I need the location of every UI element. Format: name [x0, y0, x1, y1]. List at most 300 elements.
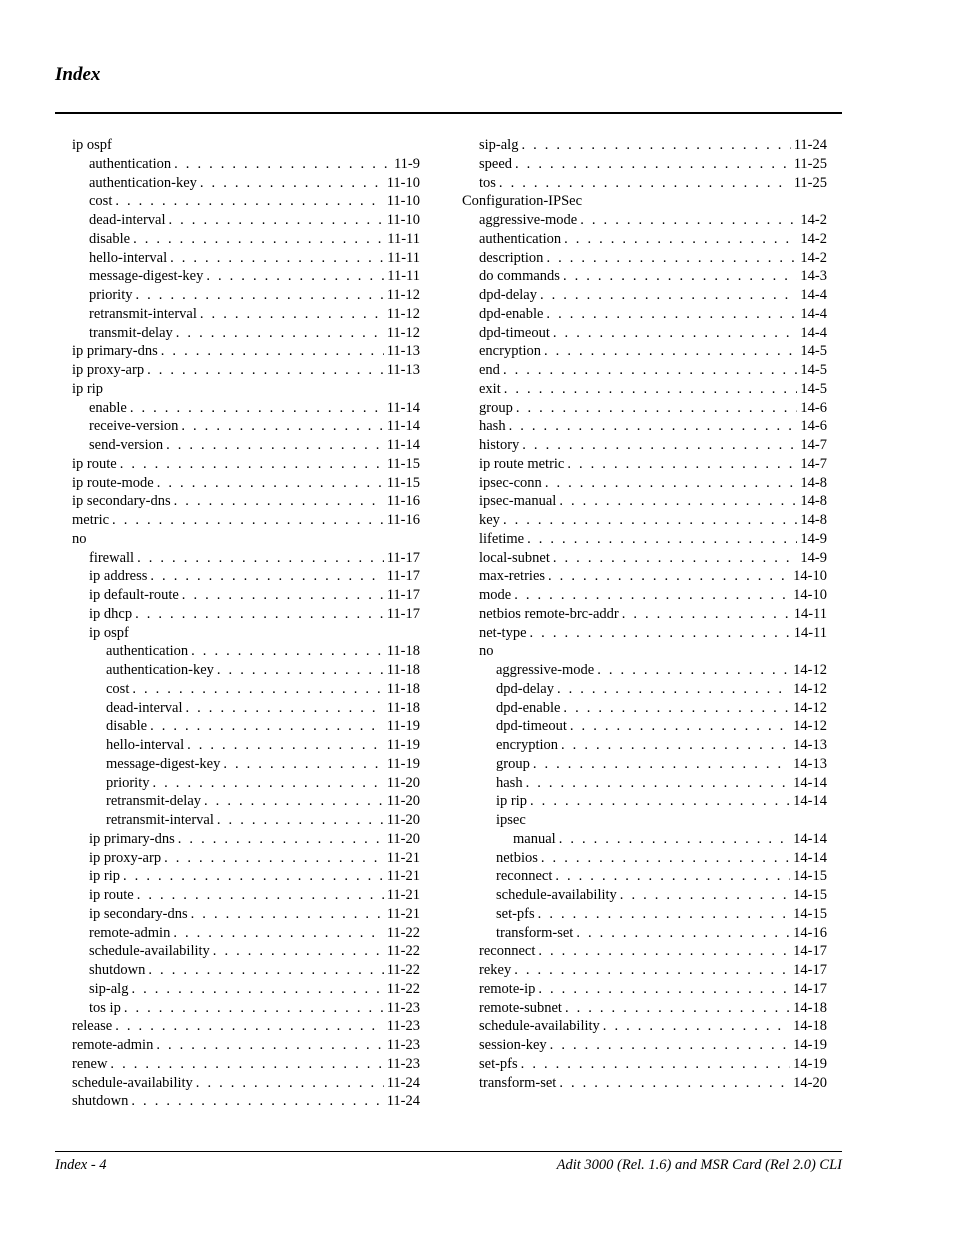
- index-entry-label: max-retries: [479, 568, 546, 585]
- dot-leader: [120, 455, 384, 474]
- index-entry-page: 14-4: [800, 324, 827, 341]
- dot-leader: [131, 980, 383, 999]
- index-entry: [72, 230, 420, 249]
- dot-leader: [133, 230, 384, 249]
- dot-leader: [504, 380, 798, 399]
- index-entry-label: cost: [106, 680, 130, 697]
- dot-leader: [559, 492, 797, 511]
- index-entry-label: schedule-availability: [72, 1074, 193, 1091]
- index-entry: [72, 267, 420, 286]
- index-entry: [72, 830, 420, 849]
- dot-leader: [538, 905, 790, 924]
- index-entry-label: priority: [89, 287, 133, 303]
- index-entry-label: metric: [72, 512, 110, 528]
- index-entry-page: 14-5: [800, 343, 827, 360]
- dot-leader: [137, 549, 384, 568]
- dot-leader: [150, 717, 384, 736]
- index-entry-page: 14-14: [793, 774, 827, 791]
- index-entry: [462, 774, 827, 793]
- dot-leader: [522, 436, 797, 455]
- index-entry-page: 14-4: [800, 287, 827, 303]
- index-entry-page: 11-14: [386, 437, 420, 453]
- index-entry-label: ip rip: [72, 380, 104, 397]
- index-entry: [462, 324, 827, 343]
- index-entry-page: 11-20: [386, 812, 420, 828]
- index-entry: [72, 942, 420, 961]
- index-entry: [72, 736, 420, 755]
- index-entry-label: dpd-delay: [479, 287, 537, 303]
- index-entry-label: local-subnet: [479, 549, 550, 566]
- dot-leader: [544, 342, 797, 361]
- index-entry: [72, 980, 420, 999]
- index-entry: [72, 811, 420, 830]
- index-entry-label: ip proxy-arp: [89, 849, 162, 866]
- index-entry-label: shutdown: [72, 1093, 129, 1110]
- index-entry: [462, 717, 827, 736]
- dot-leader: [174, 155, 391, 174]
- index-entry-page: 11-18: [386, 699, 420, 716]
- dot-leader: [123, 867, 384, 886]
- index-entry: [72, 1036, 420, 1055]
- index-entry: [72, 642, 420, 661]
- index-entry: [462, 136, 827, 155]
- dot-leader: [603, 1017, 790, 1036]
- index-entry-label: disable: [89, 230, 131, 247]
- index-entry: [462, 436, 827, 455]
- index-entry: [462, 342, 827, 361]
- dot-leader: [213, 942, 384, 961]
- index-entry-page: 11-23: [386, 1037, 420, 1053]
- index-entry-page: 14-7: [800, 437, 827, 453]
- index-entry-page: 11-10: [386, 174, 420, 191]
- dot-leader: [156, 1036, 383, 1055]
- index-entry: [72, 455, 420, 474]
- index-entry-page: 14-6: [800, 418, 827, 435]
- index-entry-page: 11-18: [386, 643, 420, 660]
- index-entry: [72, 249, 420, 268]
- index-entry-page: 14-10: [793, 587, 827, 603]
- dot-leader: [561, 736, 790, 755]
- index-entry: [462, 830, 827, 849]
- index-entry: [462, 399, 827, 418]
- index-entry: [72, 699, 420, 718]
- index-entry-page: 11-11: [387, 268, 420, 285]
- index-entry-label: speed: [479, 155, 513, 172]
- index-entry-label: exit: [479, 380, 501, 397]
- index-entry-page: 11-17: [386, 587, 420, 603]
- index-entry-label: end: [479, 362, 500, 378]
- index-entry-label: description: [479, 249, 544, 266]
- index-entry-page: 14-15: [793, 868, 827, 885]
- dot-leader: [173, 924, 383, 943]
- index-entry-label: manual: [513, 830, 556, 847]
- index-entry: [462, 680, 827, 699]
- index-entry-page: 11-22: [386, 962, 420, 978]
- index-entry-page: 14-5: [800, 362, 827, 378]
- index-entry-label: group: [479, 399, 513, 416]
- index-entry: [462, 286, 827, 305]
- index-entry: [72, 399, 420, 418]
- dot-leader: [557, 680, 790, 699]
- index-entry-label: hash: [479, 418, 506, 435]
- index-entry-label: netbios: [496, 849, 538, 866]
- index-entry-label: remote-admin: [72, 1037, 154, 1053]
- index-entry-label: reconnect: [479, 943, 536, 960]
- index-entry: [462, 605, 827, 624]
- index-entry-label: dead-interval: [89, 212, 166, 228]
- dot-leader: [565, 999, 790, 1018]
- index-entry-label: set-pfs: [496, 905, 535, 922]
- dot-leader: [515, 155, 791, 174]
- index-entry: [462, 380, 827, 399]
- index-entry-label: sip-alg: [89, 980, 129, 997]
- dot-leader: [527, 530, 797, 549]
- index-entry-label: remote-subnet: [479, 999, 562, 1016]
- dot-leader: [150, 567, 383, 586]
- index-entry: [72, 999, 420, 1018]
- index-entry-page: 14-14: [793, 830, 827, 847]
- index-entry-page: 11-20: [386, 793, 420, 810]
- dot-leader: [187, 736, 384, 755]
- dot-leader: [503, 361, 797, 380]
- index-entry-label: ip secondary-dns: [89, 905, 188, 922]
- dot-leader: [115, 192, 383, 211]
- index-entry-label: authentication-key: [89, 174, 197, 191]
- index-entry: [462, 736, 827, 755]
- index-entry-label: tos ip: [89, 999, 121, 1016]
- index-entry-label: release: [72, 1018, 113, 1035]
- index-entry-page: 14-19: [793, 1055, 827, 1072]
- index-entry: [462, 661, 827, 680]
- index-entry-page: 11-25: [793, 155, 827, 172]
- index-entry: [462, 567, 827, 586]
- index-entry: [462, 192, 827, 211]
- dot-leader: [217, 661, 384, 680]
- index-entry-label: renew: [72, 1055, 108, 1072]
- index-entry-page: 14-13: [793, 755, 827, 772]
- index-entry-label: authentication: [89, 155, 172, 172]
- dot-leader: [570, 717, 790, 736]
- index-entry-page: 14-12: [793, 699, 827, 716]
- index-entry-label: transform-set: [496, 924, 574, 941]
- dot-leader: [161, 342, 384, 361]
- dot-leader: [521, 136, 790, 155]
- dot-leader: [153, 774, 384, 793]
- dot-leader: [576, 924, 790, 943]
- dot-leader: [124, 999, 384, 1018]
- index-entry: [462, 886, 827, 905]
- index-entry-label: remote-admin: [89, 924, 171, 941]
- index-entry: [462, 249, 827, 268]
- dot-leader: [503, 511, 797, 530]
- index-entry-page: 11-24: [386, 1093, 420, 1110]
- index-entry-label: dpd-enable: [479, 305, 544, 322]
- index-entry: [462, 642, 827, 661]
- index-entry-label: set-pfs: [479, 1055, 518, 1072]
- dot-leader: [620, 886, 790, 905]
- dot-leader: [112, 511, 384, 530]
- index-entry-label: authentication-key: [106, 662, 214, 678]
- index-entry: [462, 624, 827, 643]
- index-entry: [72, 924, 420, 943]
- dot-leader: [136, 286, 384, 305]
- dot-leader: [200, 305, 384, 324]
- dot-leader: [533, 755, 790, 774]
- index-entry: [462, 942, 827, 961]
- dot-leader: [148, 961, 383, 980]
- dot-leader: [204, 792, 384, 811]
- index-entry-label: aggressive-mode: [496, 662, 595, 678]
- dot-leader: [174, 492, 384, 511]
- index-entry: [462, 305, 827, 324]
- index-entry: [462, 267, 827, 286]
- dot-leader: [563, 267, 797, 286]
- dot-leader: [137, 886, 384, 905]
- index-entry: [462, 1017, 827, 1036]
- index-entry-page: 11-9: [393, 155, 420, 172]
- index-entry-label: message-digest-key: [106, 755, 221, 772]
- dot-leader: [546, 305, 797, 324]
- index-entry-label: net-type: [479, 624, 527, 641]
- index-entry-page: 11-10: [386, 212, 420, 228]
- dot-leader: [553, 324, 798, 343]
- index-entry-label: ip route: [72, 455, 117, 472]
- index-entry-page: 14-12: [793, 680, 827, 697]
- index-entry: [462, 811, 827, 830]
- index-entry-label: encryption: [496, 737, 559, 753]
- index-entry: [462, 549, 827, 568]
- index-entry-label: schedule-availability: [479, 1018, 600, 1035]
- index-entry-label: ip ospf: [89, 624, 129, 641]
- index-entry: [462, 1036, 827, 1055]
- dot-leader: [166, 436, 384, 455]
- index-entry-label: cost: [89, 193, 113, 210]
- dot-leader: [597, 661, 790, 680]
- dot-leader: [164, 849, 384, 868]
- index-entry-page: 11-13: [386, 362, 420, 378]
- index-entry-page: 11-24: [386, 1074, 420, 1091]
- index-entry-page: 14-3: [800, 268, 827, 285]
- index-entry: [462, 174, 827, 193]
- index-entry: [72, 192, 420, 211]
- footer-page-number: Index - 4: [55, 1157, 107, 1173]
- dot-leader: [200, 174, 384, 193]
- dot-leader: [170, 249, 384, 268]
- index-entry: [462, 980, 827, 999]
- index-entry: [72, 417, 420, 436]
- footer-document-title: Adit 3000 (Rel. 1.6) and MSR Card (Rel 2.0) CLI: [556, 1157, 842, 1173]
- index-entry-label: key: [479, 512, 500, 528]
- index-entry-label: tos: [479, 174, 496, 191]
- dot-leader: [147, 361, 384, 380]
- index-entry: [462, 905, 827, 924]
- index-entry: [72, 661, 420, 680]
- index-entry-label: ip proxy-arp: [72, 362, 145, 378]
- dot-leader: [178, 830, 384, 849]
- index-entry-label: hello-interval: [89, 249, 168, 266]
- index-entry-label: ipsec-manual: [479, 493, 557, 510]
- dot-leader: [530, 792, 790, 811]
- index-entry-page: 11-19: [386, 755, 420, 772]
- index-entry-page: 11-21: [386, 849, 420, 866]
- index-entry: [462, 474, 827, 493]
- index-entry: [72, 680, 420, 699]
- index-entry-page: 14-17: [793, 962, 827, 978]
- index-entry-label: retransmit-interval: [106, 812, 214, 828]
- index-entry-page: 14-6: [800, 399, 827, 416]
- index-entry-page: 11-11: [387, 230, 420, 247]
- dot-leader: [132, 680, 383, 699]
- index-entry-label: no: [72, 530, 87, 547]
- index-entry-page: 11-10: [386, 193, 420, 210]
- header-divider: [55, 112, 842, 114]
- index-entry-label: encryption: [479, 343, 542, 360]
- dot-leader: [131, 1092, 383, 1111]
- index-entry-label: dpd-timeout: [479, 324, 550, 341]
- dot-leader: [499, 174, 791, 193]
- index-entry-page: 11-17: [386, 549, 420, 566]
- index-entry-label: hello-interval: [106, 737, 185, 753]
- dot-leader: [516, 399, 798, 418]
- index-entry-label: group: [496, 755, 530, 772]
- index-entry-page: 14-11: [793, 605, 827, 622]
- index-entry-page: 11-22: [386, 943, 420, 960]
- index-entry: [462, 492, 827, 511]
- index-entry-page: 11-14: [386, 418, 420, 435]
- dot-leader: [157, 474, 384, 493]
- index-entry-label: ip primary-dns: [89, 830, 175, 847]
- index-entry: [72, 136, 420, 155]
- index-entry-page: 14-14: [793, 793, 827, 810]
- index-entry-label: ip rip: [89, 868, 121, 885]
- index-entry-label: ipsec: [496, 812, 526, 828]
- dot-leader: [191, 905, 384, 924]
- index-entry-page: 11-12: [386, 287, 420, 303]
- index-entry-page: 11-15: [386, 474, 420, 491]
- index-entry-label: do commands: [479, 268, 560, 285]
- index-entry-label: remote-ip: [479, 980, 536, 997]
- index-entry-page: 11-12: [386, 305, 420, 322]
- index-entry-page: 14-4: [800, 305, 827, 322]
- index-entry-label: aggressive-mode: [479, 212, 578, 228]
- index-entry: [462, 155, 827, 174]
- index-entry-label: receive-version: [89, 418, 179, 435]
- index-entry: [462, 867, 827, 886]
- index-entry: [462, 211, 827, 230]
- index-entry-label: ip rip: [496, 793, 528, 810]
- index-entry-label: authentication: [479, 230, 562, 247]
- dot-leader: [555, 867, 790, 886]
- index-entry-page: 11-21: [386, 887, 420, 903]
- index-entry-label: sip-alg: [479, 137, 519, 153]
- index-entry: [72, 586, 420, 605]
- index-entry-label: schedule-availability: [496, 887, 617, 903]
- index-entry: [462, 230, 827, 249]
- dot-leader: [526, 774, 791, 793]
- index-entry: [72, 905, 420, 924]
- dot-leader: [567, 455, 797, 474]
- index-entry-label: ipsec-conn: [479, 474, 542, 491]
- dot-leader: [622, 605, 791, 624]
- index-entry-page: 14-9: [800, 549, 827, 566]
- index-entry-label: ip route: [89, 887, 134, 903]
- index-entry-label: send-version: [89, 437, 164, 453]
- index-entry-label: retransmit-delay: [106, 793, 202, 810]
- index-entry-label: priority: [106, 774, 150, 791]
- index-entry: [462, 961, 827, 980]
- index-entry: [462, 361, 827, 380]
- index-entry-page: 11-17: [386, 568, 420, 585]
- index-entry: [462, 511, 827, 530]
- dot-leader: [115, 1017, 383, 1036]
- dot-leader: [130, 399, 384, 418]
- index-entry: [72, 961, 420, 980]
- index-entry: [462, 699, 827, 718]
- dot-leader: [514, 586, 790, 605]
- index-entry: [462, 417, 827, 436]
- dot-leader: [135, 605, 384, 624]
- index-entry-label: transmit-delay: [89, 324, 173, 341]
- index-entry-label: schedule-availability: [89, 943, 210, 960]
- dot-leader: [509, 417, 798, 436]
- dot-leader: [110, 1055, 383, 1074]
- index-entry-page: 11-16: [386, 512, 420, 528]
- index-entry-page: 11-19: [386, 737, 420, 753]
- index-entry-label: history: [479, 437, 520, 453]
- index-entry-page: 11-11: [387, 249, 420, 266]
- dot-leader: [191, 642, 384, 661]
- index-entry-label: ip dhcp: [89, 605, 133, 622]
- index-entry-label: ip route metric: [479, 455, 565, 472]
- index-entry-page: 14-17: [793, 943, 827, 960]
- index-entry-label: retransmit-interval: [89, 305, 197, 322]
- dot-leader: [563, 699, 790, 718]
- index-entry-label: firewall: [89, 549, 135, 566]
- dot-leader: [580, 211, 797, 230]
- dot-leader: [223, 755, 383, 774]
- index-entry: [72, 867, 420, 886]
- dot-leader: [559, 1074, 790, 1093]
- index-entry-page: 14-14: [793, 849, 827, 866]
- index-entry-page: 11-17: [386, 605, 420, 622]
- index-entry-page: 14-19: [793, 1037, 827, 1053]
- index-entry: [72, 174, 420, 193]
- index-entry-label: netbios remote-brc-addr: [479, 605, 619, 622]
- index-entry: [72, 567, 420, 586]
- index-entry-page: 14-18: [793, 999, 827, 1016]
- dot-leader: [538, 980, 790, 999]
- dot-leader: [553, 549, 798, 568]
- index-entry: [462, 924, 827, 943]
- dot-leader: [217, 811, 384, 830]
- index-entry-page: 11-14: [386, 399, 420, 416]
- index-entry: [72, 605, 420, 624]
- index-entry-page: 11-23: [386, 999, 420, 1016]
- index-entry: [462, 755, 827, 774]
- index-entry-label: dead-interval: [106, 699, 183, 716]
- index-entry: [72, 474, 420, 493]
- index-entry-label: dpd-timeout: [496, 718, 567, 735]
- dot-leader: [564, 230, 797, 249]
- dot-leader: [182, 586, 384, 605]
- index-entry-page: 11-20: [386, 774, 420, 791]
- dot-leader: [176, 324, 384, 343]
- dot-leader: [540, 286, 797, 305]
- index-entry-label: no: [479, 643, 494, 660]
- index-entry: [72, 624, 420, 643]
- index-entry-label: dpd-delay: [496, 680, 554, 697]
- index-entry-page: 11-18: [386, 662, 420, 678]
